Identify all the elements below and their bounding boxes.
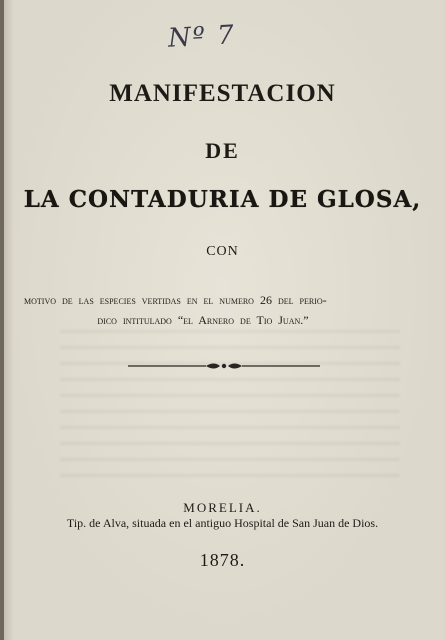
printer-imprint: Tip. de Alva, situada en el antiguo Hospital de San Juan de Dios.	[66, 516, 379, 530]
handwritten-number: Nº 7	[167, 20, 237, 54]
subtitle-paragraph	[24, 290, 422, 330]
city: MORELIA.	[183, 500, 262, 515]
show-through-text	[60, 330, 400, 490]
title-connector: DE	[205, 138, 240, 163]
con-line: CON	[206, 244, 239, 259]
subtitle-line-2: dico intitulado “el Arnero de Tio Juan.”	[97, 313, 309, 327]
ornamental-rule	[126, 360, 322, 372]
subtitle-line-1: motivo de las especies vertidas en el numero 26 del perio-	[24, 293, 327, 307]
institution-title: LA CONTADURIA DE GLOSA,	[23, 186, 422, 213]
publication-year: 1878.	[199, 550, 246, 570]
main-title: MANIFESTACION	[109, 80, 336, 107]
